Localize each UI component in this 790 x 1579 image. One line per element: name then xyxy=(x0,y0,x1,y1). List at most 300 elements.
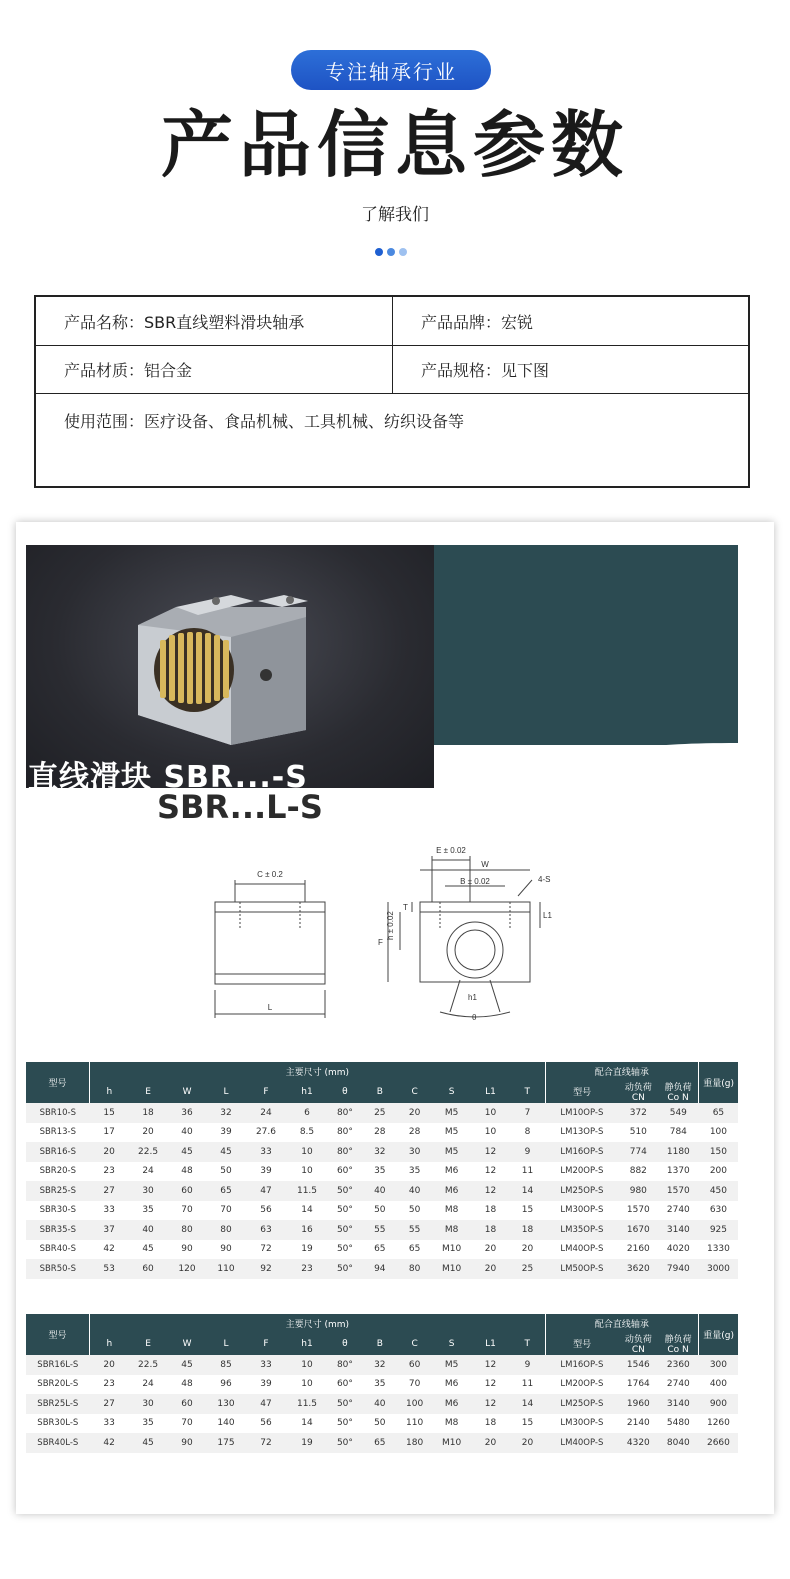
table-cell: M8 xyxy=(432,1414,471,1434)
table-cell: 630 xyxy=(699,1201,738,1221)
table-cell: 50 xyxy=(362,1414,397,1434)
table-cell: 120 xyxy=(168,1259,207,1279)
table-cell: 130 xyxy=(207,1394,246,1414)
table-cell: 60° xyxy=(328,1375,363,1395)
table-cell: 10 xyxy=(286,1375,327,1395)
table-cell: 72 xyxy=(245,1240,286,1260)
table-cell: LM40OP-S xyxy=(545,1433,619,1453)
table-cell: LM50OP-S xyxy=(545,1259,619,1279)
table-cell: 450 xyxy=(699,1181,738,1201)
table-cell: 35 xyxy=(129,1201,168,1221)
table-cell: 22.5 xyxy=(129,1355,168,1375)
bearing-header: 配合直线轴承 xyxy=(545,1314,699,1332)
table-cell: SBR25-S xyxy=(26,1181,90,1201)
table-cell: 80 xyxy=(397,1259,432,1279)
table-cell: 1546 xyxy=(619,1355,658,1375)
table-cell: 2140 xyxy=(619,1414,658,1434)
table-cell: 11.5 xyxy=(286,1181,327,1201)
table-row xyxy=(26,1103,738,1123)
table-cell: 11 xyxy=(510,1375,545,1395)
table-cell: 23 xyxy=(90,1162,129,1182)
table-cell: 1180 xyxy=(658,1142,699,1162)
table-cell: 17 xyxy=(90,1123,129,1143)
table-cell: SBR30-S xyxy=(26,1201,90,1221)
technical-drawing xyxy=(200,840,580,1030)
table-row xyxy=(26,1375,738,1395)
table-row xyxy=(26,1181,738,1201)
table-row xyxy=(26,1220,738,1240)
table-cell: 3620 xyxy=(619,1259,658,1279)
table-row xyxy=(26,1414,738,1434)
table-cell: 14 xyxy=(510,1181,545,1201)
table-cell: 28 xyxy=(397,1123,432,1143)
table-cell: 8 xyxy=(510,1123,545,1143)
column-header: θ xyxy=(328,1332,363,1355)
table-cell: 80 xyxy=(168,1220,207,1240)
table-cell: 882 xyxy=(619,1162,658,1182)
table-row xyxy=(26,1394,738,1414)
category-pill: 专注轴承行业 xyxy=(291,50,491,90)
table-cell: 16 xyxy=(286,1220,327,1240)
table-cell: 110 xyxy=(397,1414,432,1434)
table-cell: 11 xyxy=(510,1162,545,1182)
table-cell: 3140 xyxy=(658,1394,699,1414)
bearing-column-header: 静负荷 Co N xyxy=(658,1080,699,1103)
table-cell: LM20OP-S xyxy=(545,1375,619,1395)
table-cell: 1764 xyxy=(619,1375,658,1395)
table-cell: 94 xyxy=(362,1259,397,1279)
weight-header: 重量(g) xyxy=(699,1314,738,1355)
table-cell: 15 xyxy=(510,1201,545,1221)
table-cell: 2740 xyxy=(658,1201,699,1221)
table-cell: LM16OP-S xyxy=(545,1142,619,1162)
table-cell: 8.5 xyxy=(286,1123,327,1143)
table-cell: 40 xyxy=(397,1181,432,1201)
table-cell: 12 xyxy=(471,1142,510,1162)
table-cell: 20 xyxy=(397,1103,432,1123)
column-header: W xyxy=(168,1332,207,1355)
table-cell: 10 xyxy=(286,1355,327,1375)
table-cell: 784 xyxy=(658,1123,699,1143)
table-cell: 63 xyxy=(245,1220,286,1240)
table-cell: 47 xyxy=(245,1181,286,1201)
column-header: B xyxy=(362,1080,397,1103)
table-cell: 30 xyxy=(397,1142,432,1162)
table-cell: 25 xyxy=(362,1103,397,1123)
hero-teal-panel xyxy=(434,545,738,745)
table-cell: 70 xyxy=(168,1414,207,1434)
product-material: 产品材质：铝合金 xyxy=(36,346,393,393)
table-cell: 37 xyxy=(90,1220,129,1240)
column-header: h xyxy=(90,1332,129,1355)
column-header: L1 xyxy=(471,1332,510,1355)
table-cell: 400 xyxy=(699,1375,738,1395)
table-cell: LM30OP-S xyxy=(545,1201,619,1221)
table-cell: M8 xyxy=(432,1201,471,1221)
table-cell: 90 xyxy=(168,1240,207,1260)
table-cell: LM20OP-S xyxy=(545,1162,619,1182)
table-cell: 7 xyxy=(510,1103,545,1123)
table-cell: 40 xyxy=(362,1394,397,1414)
column-header: F xyxy=(245,1332,286,1355)
table-cell: 50° xyxy=(328,1414,363,1434)
dot-2 xyxy=(387,248,395,256)
table-cell: 60 xyxy=(129,1259,168,1279)
column-header-row xyxy=(26,1332,738,1355)
table-cell: 549 xyxy=(658,1103,699,1123)
table-cell: 2740 xyxy=(658,1375,699,1395)
column-header: C xyxy=(397,1332,432,1355)
dim-theta-label: θ xyxy=(472,1013,477,1022)
table-cell: 70 xyxy=(207,1201,246,1221)
table-cell: 3140 xyxy=(658,1220,699,1240)
table-cell: 40 xyxy=(362,1181,397,1201)
info-row xyxy=(36,346,748,394)
table-cell: 72 xyxy=(245,1433,286,1453)
product-usage: 使用范围：医疗设备、食品机械、工具机械、纺织设备等 xyxy=(64,412,465,431)
page-subtitle: 了解我们 xyxy=(361,205,429,225)
table-row xyxy=(26,1355,738,1375)
table-cell: 23 xyxy=(286,1259,327,1279)
table-cell: 12 xyxy=(471,1355,510,1375)
table-cell: 12 xyxy=(471,1162,510,1182)
column-header: h1 xyxy=(286,1332,327,1355)
table-cell: 33 xyxy=(245,1355,286,1375)
table-cell: 15 xyxy=(90,1103,129,1123)
table-cell: LM30OP-S xyxy=(545,1414,619,1434)
table-cell: SBR20L-S xyxy=(26,1375,90,1395)
table-cell: 774 xyxy=(619,1142,658,1162)
table-cell: 14 xyxy=(286,1414,327,1434)
table-cell: 53 xyxy=(90,1259,129,1279)
table-cell: 32 xyxy=(362,1355,397,1375)
dim-w-label: W xyxy=(481,860,489,869)
table-cell: 40 xyxy=(168,1123,207,1143)
table-cell: LM25OP-S xyxy=(545,1181,619,1201)
table-cell: 45 xyxy=(168,1142,207,1162)
table-cell: 7940 xyxy=(658,1259,699,1279)
table-cell: 4320 xyxy=(619,1433,658,1453)
column-header: W xyxy=(168,1080,207,1103)
table-cell: 8040 xyxy=(658,1433,699,1453)
table-cell: 80° xyxy=(328,1103,363,1123)
table-cell: 2160 xyxy=(619,1240,658,1260)
table-cell: 65 xyxy=(699,1103,738,1123)
table-cell: 6 xyxy=(286,1103,327,1123)
info-row xyxy=(36,297,748,346)
table-cell: 140 xyxy=(207,1414,246,1434)
table-cell: 33 xyxy=(90,1201,129,1221)
table-cell: 35 xyxy=(362,1375,397,1395)
table-cell: 100 xyxy=(397,1394,432,1414)
table-cell: 12 xyxy=(471,1181,510,1201)
table-cell: SBR40-S xyxy=(26,1240,90,1260)
table-cell: 23 xyxy=(90,1375,129,1395)
table-cell: 30 xyxy=(129,1394,168,1414)
table-cell: M6 xyxy=(432,1162,471,1182)
table-cell: 55 xyxy=(362,1220,397,1240)
table-cell: 42 xyxy=(90,1240,129,1260)
table-cell: 90 xyxy=(168,1433,207,1453)
table-cell: 9 xyxy=(510,1142,545,1162)
column-header: S xyxy=(432,1332,471,1355)
table-cell: 20 xyxy=(129,1123,168,1143)
table-cell: 15 xyxy=(510,1414,545,1434)
table-cell: M5 xyxy=(432,1142,471,1162)
table-cell: M5 xyxy=(432,1123,471,1143)
table-cell: SBR16L-S xyxy=(26,1355,90,1375)
table-cell: 18 xyxy=(471,1220,510,1240)
table-cell: M10 xyxy=(432,1433,471,1453)
table-cell: 100 xyxy=(699,1123,738,1143)
table-cell: 96 xyxy=(207,1375,246,1395)
table-cell: 39 xyxy=(207,1123,246,1143)
table-cell: 60 xyxy=(397,1355,432,1375)
table-cell: 22.5 xyxy=(129,1142,168,1162)
table-cell: 10 xyxy=(471,1103,510,1123)
table-cell: 5480 xyxy=(658,1414,699,1434)
table-cell: 35 xyxy=(362,1162,397,1182)
table-cell: 65 xyxy=(362,1433,397,1453)
table-cell: 1960 xyxy=(619,1394,658,1414)
table-cell: 20 xyxy=(471,1433,510,1453)
table-cell: 80° xyxy=(328,1123,363,1143)
dim-l-label: L xyxy=(267,1003,273,1012)
column-header: h1 xyxy=(286,1080,327,1103)
table-cell: M10 xyxy=(432,1259,471,1279)
table-cell: 200 xyxy=(699,1162,738,1182)
table-cell: 45 xyxy=(129,1240,168,1260)
table-cell: 50 xyxy=(362,1201,397,1221)
column-header: θ xyxy=(328,1080,363,1103)
table-cell: 980 xyxy=(619,1181,658,1201)
table-cell: 50 xyxy=(207,1162,246,1182)
table-cell: M5 xyxy=(432,1355,471,1375)
dim-l1-label: L1 xyxy=(543,911,552,920)
table-cell: 50 xyxy=(397,1201,432,1221)
product-spec: 产品规格：见下图 xyxy=(421,361,550,380)
table-cell: 14 xyxy=(510,1394,545,1414)
column-header: L xyxy=(207,1080,246,1103)
hero-subtitle: SBR...L-S xyxy=(157,788,323,826)
table-cell: 70 xyxy=(397,1375,432,1395)
table-cell: 32 xyxy=(362,1142,397,1162)
table-cell: SBR16-S xyxy=(26,1142,90,1162)
column-header: S xyxy=(432,1080,471,1103)
column-header: F xyxy=(245,1080,286,1103)
product-info-table xyxy=(34,295,750,488)
product-brand: 产品品牌：宏锐 xyxy=(421,312,534,332)
table-cell: 510 xyxy=(619,1123,658,1143)
table-row xyxy=(26,1142,738,1162)
table-cell: 2660 xyxy=(699,1433,738,1453)
table-cell: 45 xyxy=(168,1355,207,1375)
table-cell: 55 xyxy=(397,1220,432,1240)
table-cell: LM13OP-S xyxy=(545,1123,619,1143)
table-cell: M6 xyxy=(432,1394,471,1414)
table-cell: SBR50-S xyxy=(26,1259,90,1279)
table-cell: 56 xyxy=(245,1201,286,1221)
model-header: 型号 xyxy=(26,1062,90,1103)
table-cell: 39 xyxy=(245,1375,286,1395)
table-cell: 300 xyxy=(699,1355,738,1375)
main-dim-header: 主要尺寸 (mm) xyxy=(90,1314,545,1332)
table-cell: 70 xyxy=(168,1201,207,1221)
table-cell: 18 xyxy=(510,1220,545,1240)
table-cell: 56 xyxy=(245,1414,286,1434)
table-cell: 28 xyxy=(362,1123,397,1143)
table-cell: 20 xyxy=(90,1142,129,1162)
table-cell: SBR35-S xyxy=(26,1220,90,1240)
table-row xyxy=(26,1259,738,1279)
dim-f-label: F xyxy=(378,938,383,947)
table-cell: SBR25L-S xyxy=(26,1394,90,1414)
table-cell: 1570 xyxy=(658,1181,699,1201)
table-cell: 10 xyxy=(286,1142,327,1162)
bearing-column-header: 动负荷 CN xyxy=(619,1080,658,1103)
table-cell: 10 xyxy=(471,1123,510,1143)
table-cell: 24 xyxy=(129,1162,168,1182)
table-cell: 10 xyxy=(286,1162,327,1182)
table-cell: 180 xyxy=(397,1433,432,1453)
table-cell: 36 xyxy=(168,1103,207,1123)
page-title: 产品信息参数 xyxy=(160,103,629,187)
table-cell: 50° xyxy=(328,1394,363,1414)
table-cell: 20 xyxy=(471,1259,510,1279)
table-cell: 110 xyxy=(207,1259,246,1279)
table-cell: 60° xyxy=(328,1162,363,1182)
table-cell: 50° xyxy=(328,1433,363,1453)
column-header: T xyxy=(510,1332,545,1355)
dim-e-label: E ± 0.02 xyxy=(436,846,466,855)
table-cell: LM25OP-S xyxy=(545,1394,619,1414)
table-cell: 80° xyxy=(328,1355,363,1375)
table-cell: 33 xyxy=(245,1142,286,1162)
table-cell: 150 xyxy=(699,1142,738,1162)
table-row xyxy=(26,1123,738,1143)
table-cell: 30 xyxy=(129,1181,168,1201)
table-cell: 18 xyxy=(129,1103,168,1123)
table-cell: 50° xyxy=(328,1220,363,1240)
table-cell: 48 xyxy=(168,1375,207,1395)
bearing-column-header: 型号 xyxy=(545,1332,619,1355)
column-header: T xyxy=(510,1080,545,1103)
table-cell: 1570 xyxy=(619,1201,658,1221)
table-cell: 900 xyxy=(699,1394,738,1414)
table-cell: 9 xyxy=(510,1355,545,1375)
table-cell: 85 xyxy=(207,1355,246,1375)
table-cell: 18 xyxy=(471,1201,510,1221)
table-cell: 1670 xyxy=(619,1220,658,1240)
table-cell: SBR40L-S xyxy=(26,1433,90,1453)
table-row xyxy=(26,1162,738,1182)
table-cell: LM35OP-S xyxy=(545,1220,619,1240)
table-cell: 20 xyxy=(510,1433,545,1453)
table-cell: 35 xyxy=(397,1162,432,1182)
table-cell: 1260 xyxy=(699,1414,738,1434)
table-cell: 24 xyxy=(245,1103,286,1123)
table-cell: 20 xyxy=(510,1240,545,1260)
column-header: E xyxy=(129,1332,168,1355)
spec-table-standard xyxy=(26,1062,738,1279)
table-cell: 33 xyxy=(90,1414,129,1434)
table-cell: M10 xyxy=(432,1240,471,1260)
table-cell: 11.5 xyxy=(286,1394,327,1414)
table-cell: SBR20-S xyxy=(26,1162,90,1182)
table-cell: 80 xyxy=(207,1220,246,1240)
table-cell: 50° xyxy=(328,1181,363,1201)
table-cell: 175 xyxy=(207,1433,246,1453)
table-cell: 19 xyxy=(286,1240,327,1260)
table-cell: 1370 xyxy=(658,1162,699,1182)
table-cell: 42 xyxy=(90,1433,129,1453)
spec-table-body xyxy=(26,1355,738,1453)
table-cell: 19 xyxy=(286,1433,327,1453)
column-header: C xyxy=(397,1080,432,1103)
table-cell: 18 xyxy=(471,1414,510,1434)
hero-curve-decor xyxy=(560,743,740,788)
bearing-column-header: 静负荷 Co N xyxy=(658,1332,699,1355)
dot-1 xyxy=(375,248,383,256)
bearing-column-header: 动负荷 CN xyxy=(619,1332,658,1355)
table-cell: 27 xyxy=(90,1394,129,1414)
table-cell: 65 xyxy=(397,1240,432,1260)
spec-table-long xyxy=(26,1314,738,1453)
table-cell: M6 xyxy=(432,1181,471,1201)
table-cell: 60 xyxy=(168,1394,207,1414)
table-cell: 60 xyxy=(168,1181,207,1201)
table-cell: 27 xyxy=(90,1181,129,1201)
column-header: L xyxy=(207,1332,246,1355)
table-cell: 39 xyxy=(245,1162,286,1182)
table-cell: 4020 xyxy=(658,1240,699,1260)
table-cell: 14 xyxy=(286,1201,327,1221)
table-cell: 48 xyxy=(168,1162,207,1182)
dim-c-label: C ± 0.2 xyxy=(257,870,283,879)
column-header: h xyxy=(90,1080,129,1103)
table-cell: M5 xyxy=(432,1103,471,1123)
table-cell: 50° xyxy=(328,1240,363,1260)
weight-header: 重量(g) xyxy=(699,1062,738,1103)
table-cell: 50° xyxy=(328,1259,363,1279)
table-cell: 45 xyxy=(207,1142,246,1162)
table-cell: 35 xyxy=(129,1414,168,1434)
table-cell: 1330 xyxy=(699,1240,738,1260)
spec-table-body xyxy=(26,1103,738,1279)
table-cell: M8 xyxy=(432,1220,471,1240)
hero-title: 直线滑块 SBR...-S xyxy=(28,760,308,795)
table-cell: 47 xyxy=(245,1394,286,1414)
model-header: 型号 xyxy=(26,1314,90,1355)
column-header: B xyxy=(362,1332,397,1355)
table-row xyxy=(26,1201,738,1221)
table-cell: LM16OP-S xyxy=(545,1355,619,1375)
table-cell: 65 xyxy=(207,1181,246,1201)
column-header-row xyxy=(26,1080,738,1103)
dim-t-label: T xyxy=(403,903,408,912)
table-cell: LM40OP-S xyxy=(545,1240,619,1260)
table-cell: 80° xyxy=(328,1142,363,1162)
table-cell: 45 xyxy=(129,1433,168,1453)
table-cell: SBR10-S xyxy=(26,1103,90,1123)
table-cell: 90 xyxy=(207,1240,246,1260)
dot-3 xyxy=(399,248,407,256)
dim-b-label: B ± 0.02 xyxy=(460,877,490,886)
table-cell: M6 xyxy=(432,1375,471,1395)
table-row xyxy=(26,1433,738,1453)
table-cell: 3000 xyxy=(699,1259,738,1279)
table-cell: 372 xyxy=(619,1103,658,1123)
